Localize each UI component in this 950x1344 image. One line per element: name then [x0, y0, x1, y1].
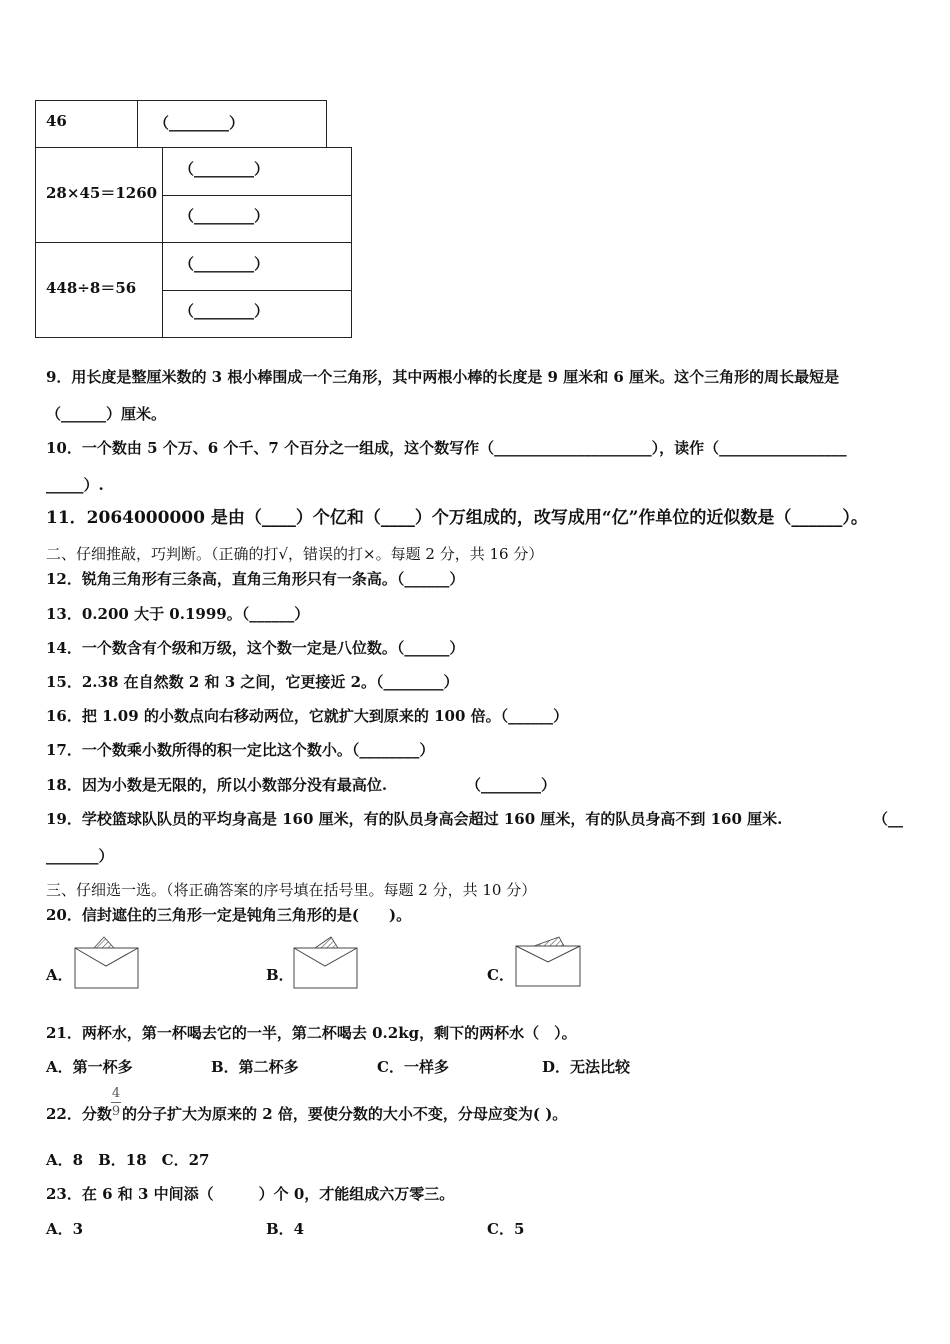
table-2 — [35, 147, 352, 338]
question-19-blank[interactable]: （__ — [873, 810, 904, 828]
question-23-option-a[interactable]: A．3 — [46, 1220, 84, 1238]
fraction-denominator: 9 — [111, 1104, 121, 1119]
question-10-line-1: 10．一个数由 5 个万、6 个千、7 个百分之一组成，这个数写作（_____________________），读作（_________________ — [46, 439, 847, 457]
question-23: 23．在 6 和 3 中间添（ ）个 0，才能组成六万零三。 — [46, 1185, 455, 1203]
table-2-answer-blank[interactable]: （________） — [179, 160, 270, 178]
table-2-answer-blank[interactable]: （________） — [179, 302, 270, 320]
question-9-line-2: （______）厘米。 — [46, 405, 167, 423]
question-19-line-2: _______） — [46, 847, 114, 865]
question-12: 12．锐角三角形有三条高，直角三角形只有一条高。（______） — [46, 570, 465, 588]
question-21-option-a[interactable]: A．第一杯多 — [46, 1058, 133, 1076]
table-2-sub-divider-1 — [162, 195, 351, 196]
table-1-answer-blank[interactable]: （________） — [154, 114, 245, 132]
envelope-c-icon — [514, 936, 584, 990]
fraction-bar — [111, 1102, 121, 1103]
table-2-answer-blank[interactable]: （________） — [179, 255, 270, 273]
question-11: 11．2064000000 是由（____）个亿和（____）个万组成的，改写成用“亿”作单位的近似数是（______）。 — [46, 508, 868, 528]
question-22-suffix: 的分子扩大为原来的 2 倍，要使分数的大小不变，分母应变为( )。 — [122, 1105, 568, 1123]
question-20-option-b[interactable]: B． — [266, 966, 294, 984]
question-22-options[interactable]: A．8 B．18 C．27 — [46, 1151, 210, 1169]
table-2-expr-2: 448÷8＝56 — [46, 279, 137, 297]
question-13: 13．0.200 大于 0.1999。（______） — [46, 605, 310, 623]
table-2-answer-blank[interactable]: （________） — [179, 207, 270, 225]
table-2-row-divider — [36, 242, 351, 243]
question-21-option-d[interactable]: D．无法比较 — [542, 1058, 631, 1076]
section-3-heading: 三、仔细选一选。（将正确答案的序号填在括号里。每题 2 分，共 10 分） — [46, 881, 537, 899]
table-1 — [35, 100, 327, 148]
envelope-a-icon — [74, 936, 142, 992]
question-21-option-b[interactable]: B．第二杯多 — [211, 1058, 299, 1076]
table-1-divider — [137, 101, 138, 147]
envelope-b-icon — [293, 936, 361, 992]
question-9-line-1: 9．用长度是整厘米数的 3 根小棒围成一个三角形，其中两根小棒的长度是 9 厘米和 6 厘米。这个三角形的周长最短是 — [46, 368, 840, 386]
question-19: 19．学校篮球队队员的平均身高是 160 厘米，有的队员身高会超过 160 厘米，有的队员身高不到 160 厘米. — [46, 810, 783, 828]
question-14: 14．一个数含有个级和万级，这个数一定是八位数。（______） — [46, 639, 465, 657]
question-20-option-c[interactable]: C． — [487, 966, 514, 984]
question-21: 21．两杯水，第一杯喝去它的一半，第二杯喝去 0.2kg，剩下的两杯水（ ）。 — [46, 1024, 577, 1042]
table-1-left-value: 46 — [46, 112, 67, 130]
question-21-option-c[interactable]: C．一样多 — [377, 1058, 449, 1076]
question-23-option-b[interactable]: B．4 — [266, 1220, 305, 1238]
question-22-prefix: 22．分数 — [46, 1105, 112, 1123]
question-20: 20．信封遮住的三角形一定是钝角三角形的是( )。 — [46, 906, 412, 924]
section-2-heading: 二、仔细推敲，巧判断。（正确的打√，错误的打×。每题 2 分，共 16 分） — [46, 545, 544, 563]
question-20-option-a[interactable]: A． — [46, 966, 73, 984]
question-16: 16．把 1.09 的小数点向右移动两位，它就扩大到原来的 100 倍。（______） — [46, 707, 569, 725]
question-17: 17．一个数乘小数所得的积一定比这个数小。（________） — [46, 741, 435, 759]
fraction-numerator: 4 — [111, 1086, 121, 1101]
question-18: 18．因为小数是无限的，所以小数部分没有最高位. — [46, 776, 388, 794]
table-2-expr-1: 28×45＝1260 — [46, 184, 158, 202]
question-23-option-c[interactable]: C．5 — [487, 1220, 525, 1238]
question-18-blank[interactable]: （________） — [466, 776, 557, 794]
table-2-sub-divider-2 — [162, 290, 351, 291]
question-10-line-2: _____）. — [46, 476, 104, 494]
question-15: 15．2.38 在自然数 2 和 3 之间，它更接近 2。（________） — [46, 673, 459, 691]
